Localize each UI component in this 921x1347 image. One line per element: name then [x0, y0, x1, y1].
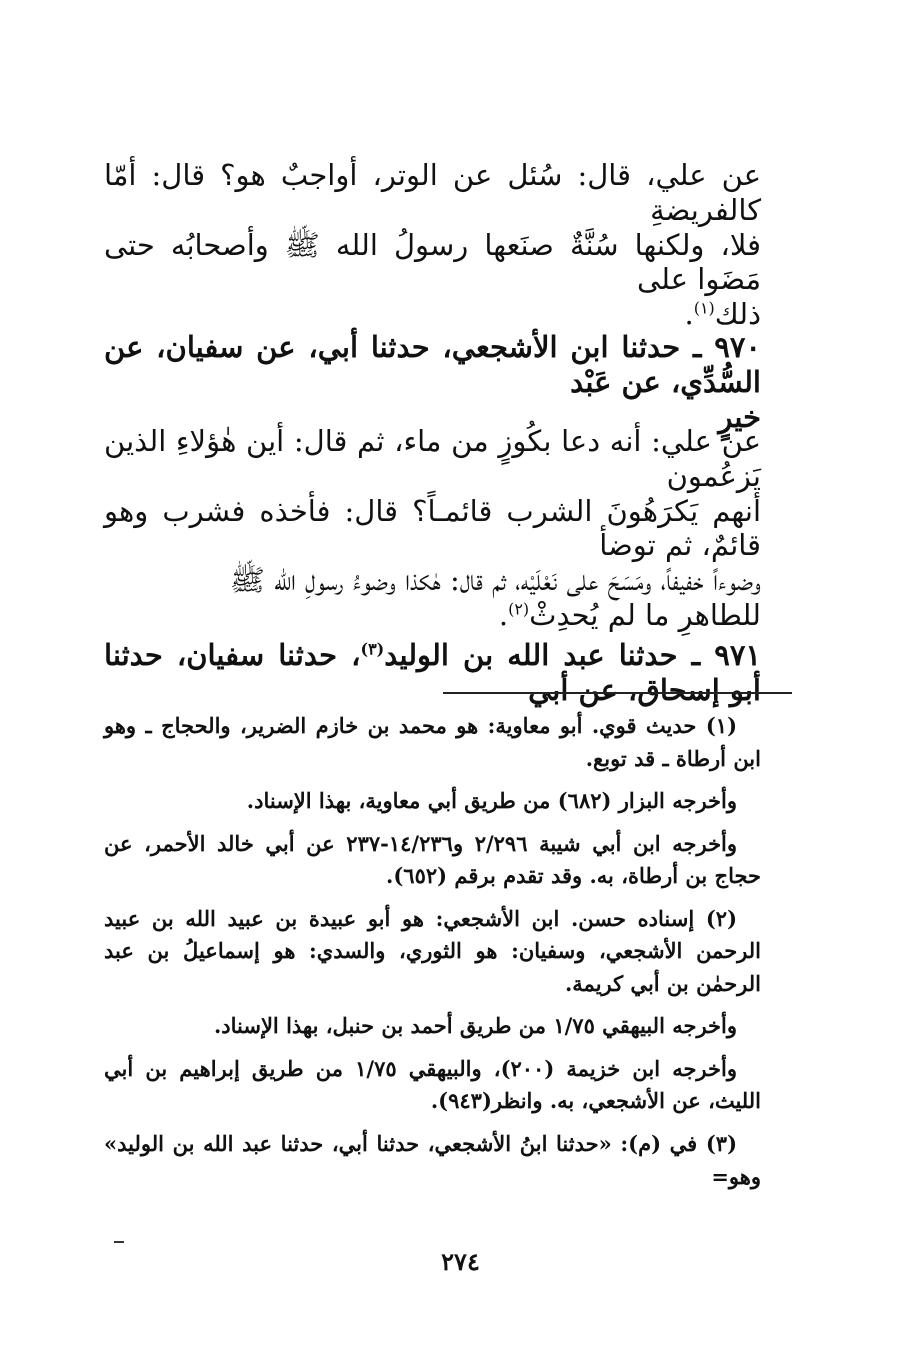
hadith-entry-970 — [104, 330, 761, 434]
entry-isnad-text: خيرٍ — [718, 399, 761, 434]
footnote-1-paragraph: وأخرجه البزار (٦٨٢) من طريق أبي معاوية، بهذا الإسناد. — [246, 788, 737, 814]
text-line-content: ذلك — [714, 297, 761, 332]
text-line-content: عن علي: أنه دعا بكُوزٍ من ماء، ثم قال: أين هٰؤلاءِ الذين يَزعُمون — [104, 424, 761, 493]
footnote-marker: (١) — [693, 298, 715, 318]
text-line-content: أنهم يَكرَهُونَ الشرب قائمـاً؟ قال: فأخذه فشرب وهو قائمٌ، ثم توضأ — [104, 493, 761, 563]
entry-isnad-text: ٩٧١ ـ حدثنا عبد الله بن الوليد — [384, 638, 761, 672]
footnote-marker: (٣) — [360, 639, 385, 659]
hadith-entry-971 — [104, 638, 761, 708]
footnote-3: (٣) في (م): «حدثنا ابنُ الأشجعي، حدثنا أبي، حدثنا عبد الله بن الوليد» وهو= — [104, 1131, 761, 1189]
footnote-1-paragraph: وأخرجه ابن أبي شيبة ٢/٢٩٦ و١٤/٢٣٦-٢٣٧ عن أبي خالد الأحمر، عن حجاج بن أرطاة، به. وقد تقدم برقم (٦٥٢). — [104, 830, 761, 889]
footnote-separator — [443, 692, 792, 694]
text-line — [104, 598, 761, 633]
text-line — [104, 228, 761, 298]
footnotes — [104, 710, 761, 1203]
text-line-content: للطاهرِ ما لم يُحدِثْ — [529, 597, 761, 632]
main-text-block-2 — [104, 424, 761, 633]
footnote-2: (٢) إسناده حسن. ابن الأشجعي: هو أبو عبيدة بن عبيد الله بن عبيد الرحمن الأشجعي، وسفيان: هو الثوري، والسدي: هو إسماعيلُ بن عبد الرحمٰن بن أبي كريمة. — [104, 905, 761, 996]
footnote-2-paragraph: وأخرجه البيهقي ١/٧٥ من طريق أحمد بن حنبل، بهذا الإسناد. — [213, 1013, 737, 1039]
page-number: ٢٧٤ — [441, 1247, 480, 1276]
text-line-content: فلا، ولكنها سُنَّةٌ صنَعها رسولُ الله ﷺ وأصحابُه حتى مَضَوا على — [104, 227, 761, 297]
continuation-mark — [114, 1241, 124, 1243]
text-line-content: وضوءاً خفيفاً، ومَسَحَ على نَعْلَيْه، ثم قال: هٰكذا وضوءُ رسولِ الله ﷺ — [229, 563, 761, 598]
footnote-1: (١) حديث قوي. أبو معاوية: هو محمد بن خازم الضرير، والحجاج ـ وهو ابن أرطاة ـ قد توبع. — [104, 713, 761, 771]
footnote-marker: (٢) — [508, 599, 530, 619]
text-line — [104, 563, 761, 598]
full-stop: . — [498, 597, 509, 632]
text-line — [104, 424, 761, 494]
main-text-block-1 — [104, 158, 761, 332]
full-stop: . — [684, 297, 694, 332]
footnote-2-paragraph: وأخرجه ابن خزيمة (٢٠٠)، والبيهقي ١/٧٥ من طريق إبراهيم بن أبي الليث، عن الأشجعي، به. وانظر(٩٤٣). — [104, 1055, 761, 1114]
text-line — [104, 297, 761, 332]
text-line — [104, 158, 761, 228]
entry-isnad — [104, 638, 761, 708]
text-line — [104, 494, 761, 564]
text-line-content: عن علي، قال: سُئل عن الوتر، أواجبٌ هو؟ قال: أمّا كالفريضةِ — [104, 158, 761, 227]
entry-isnad-text: ٩٧٠ ـ حدثنا ابن الأشجعي، حدثنا أبي، عن سفيان، عن السُّدِّي، عن عَبْد — [104, 330, 761, 399]
entry-isnad — [104, 330, 761, 400]
entry-isnad-text: ، حدثنا سفيان، حدثنا أبو إسحاق، عن أبي — [104, 638, 761, 707]
